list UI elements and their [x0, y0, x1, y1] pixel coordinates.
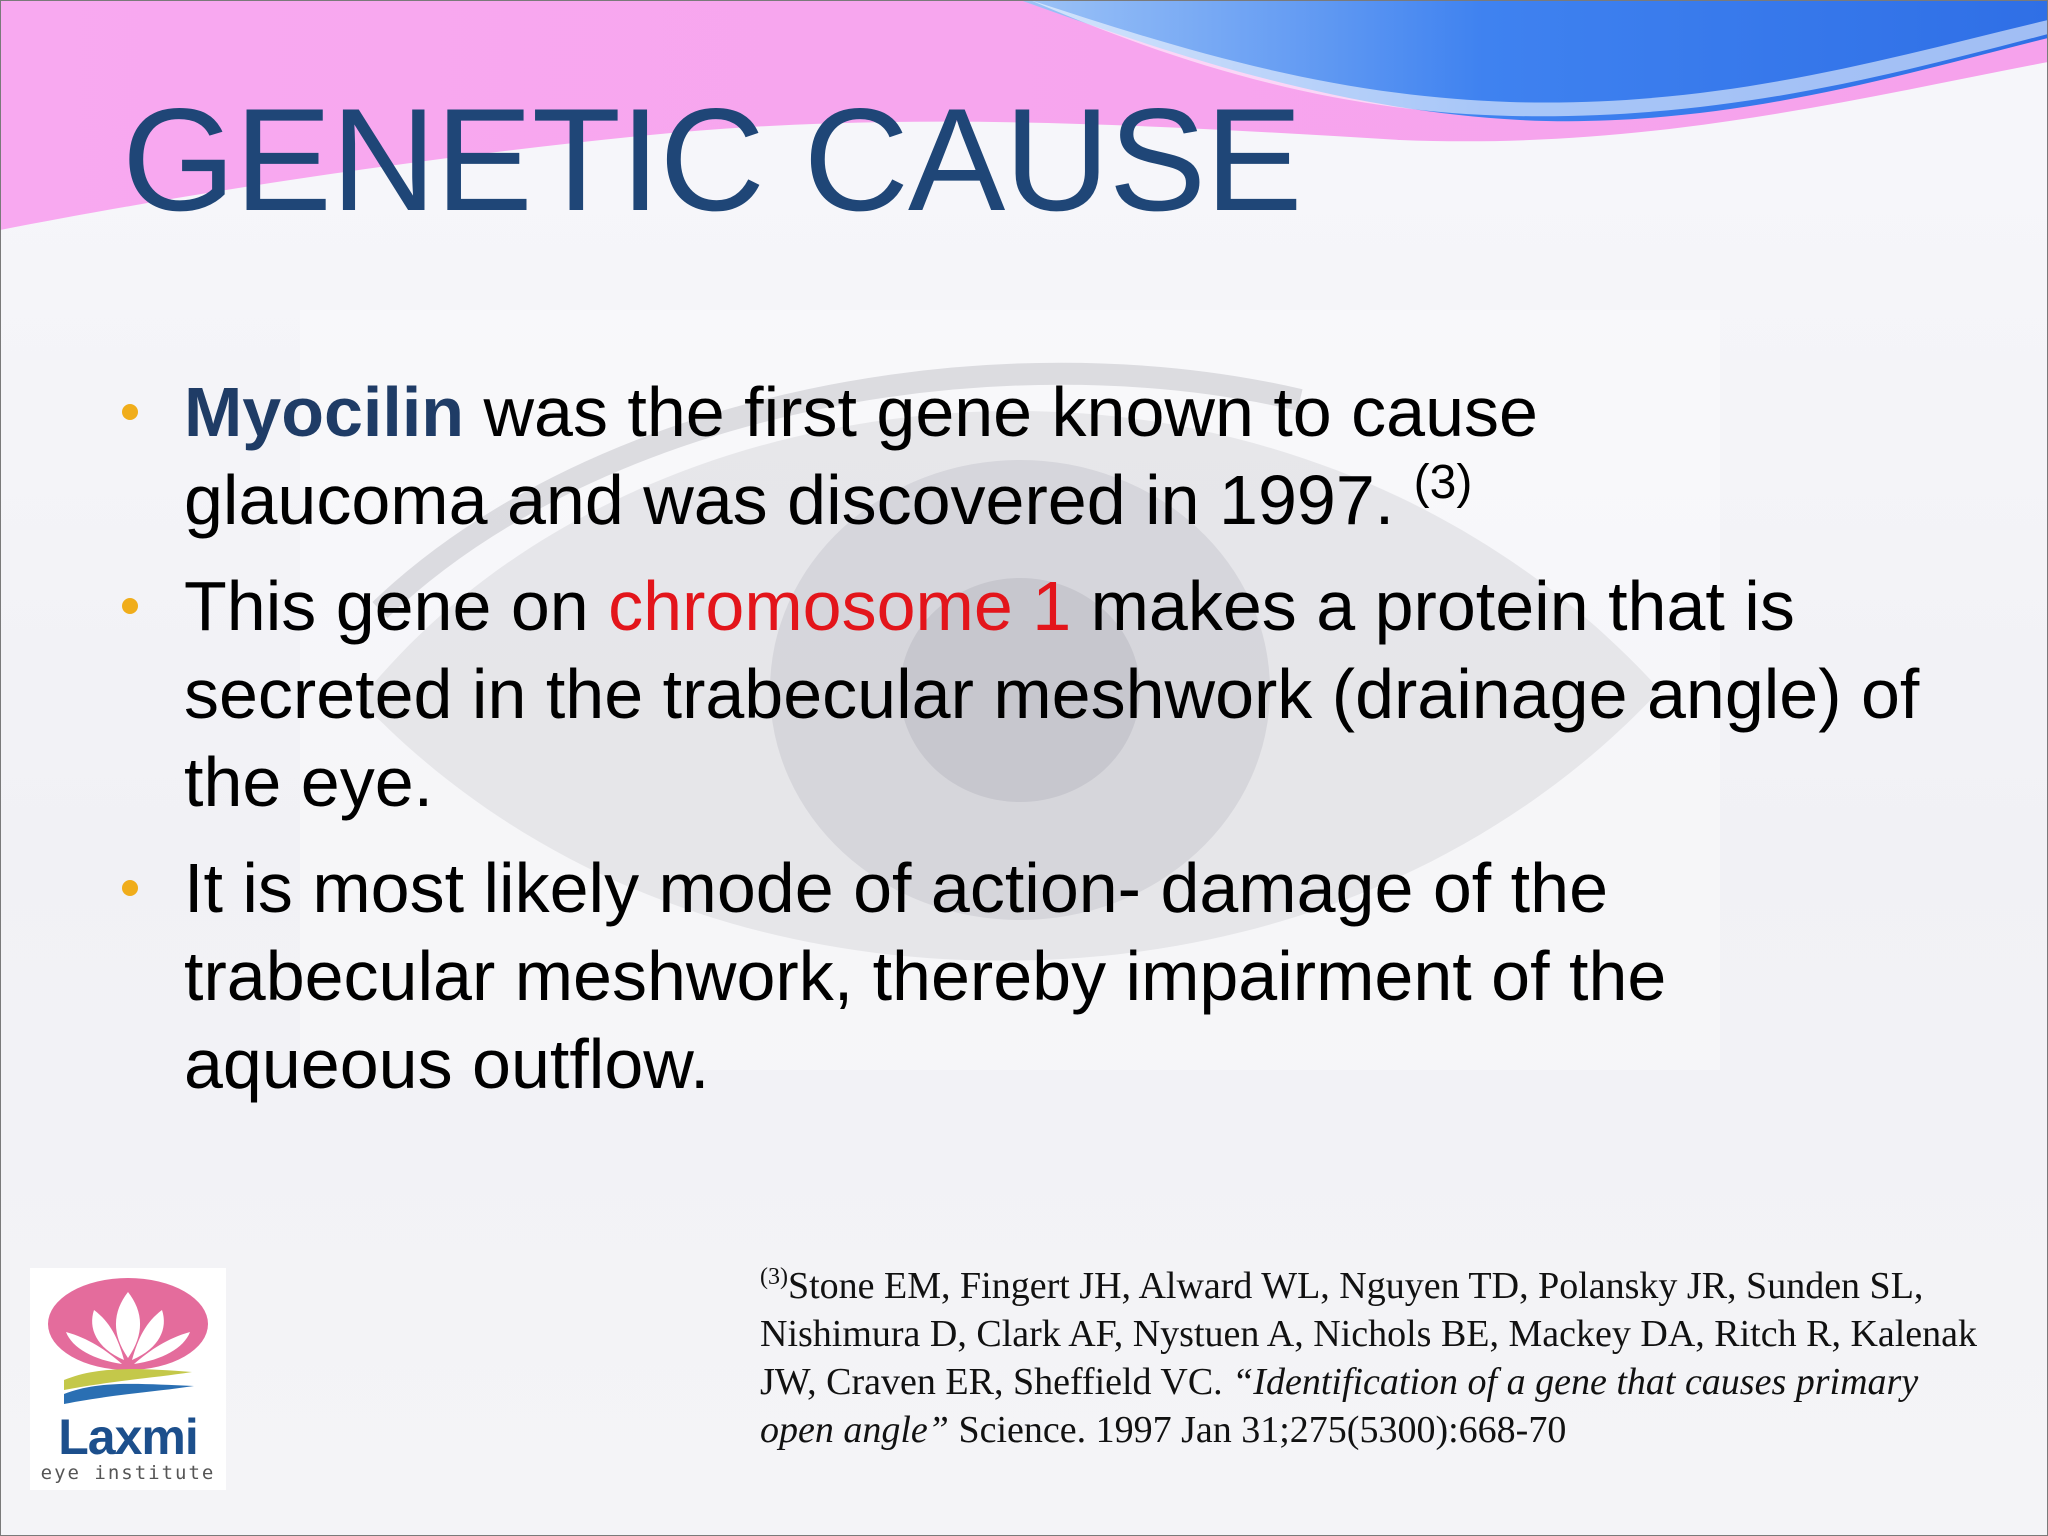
bullet-marker-icon	[122, 598, 138, 614]
bullet-text: It is most likely mode of action- damage of the trabecular meshwork, thereby impairment of the aqueous outflow.	[184, 849, 1667, 1103]
slide-title: GENETIC CAUSE	[122, 78, 1302, 241]
laxmi-logo	[30, 1268, 226, 1490]
bullet-text: was the first gene known to cause glaucoma and was discovered in 1997.	[184, 373, 1538, 539]
reference-source: Science. 1997 Jan 31;275(5300):668-70	[948, 1409, 1567, 1451]
reference-article-title: “Identification of a gene that causes primary open angle”	[760, 1361, 1919, 1451]
logo-name: Laxmi	[58, 1409, 198, 1465]
bullet-text: makes a protein that is secreted in the trabecular meshwork (drainage angle) of the eye.	[184, 567, 1920, 821]
chromosome-highlight: chromosome 1	[608, 567, 1072, 645]
bullet-marker-icon	[122, 404, 138, 420]
bullet-item-mode-of-action	[118, 844, 1884, 1108]
lotus-icon	[44, 1276, 212, 1412]
bullet-item-myocilin	[118, 368, 1744, 544]
citation-marker: (3)	[1413, 456, 1473, 509]
reference-authors: Stone EM, Fingert JH, Alward WL, Nguyen TD, Polansky JR, Sunden SL, Nishimura D, Clark AF, Nystuen A, Nichols BE, Mackey DA, Ritch R, Kalenak JW, Craven ER, Sheffield VC.	[760, 1265, 1978, 1403]
bullet-list	[118, 368, 1918, 1126]
logo-tagline: eye institute	[40, 1462, 216, 1484]
reference-citation	[760, 1262, 2000, 1454]
reference-marker: (3)	[760, 1264, 788, 1290]
bullet-text: This gene on	[184, 567, 609, 645]
bullet-marker-icon	[122, 880, 138, 896]
myocilin-keyword: Myocilin	[184, 373, 465, 451]
bullet-item-chromosome	[118, 562, 2034, 826]
